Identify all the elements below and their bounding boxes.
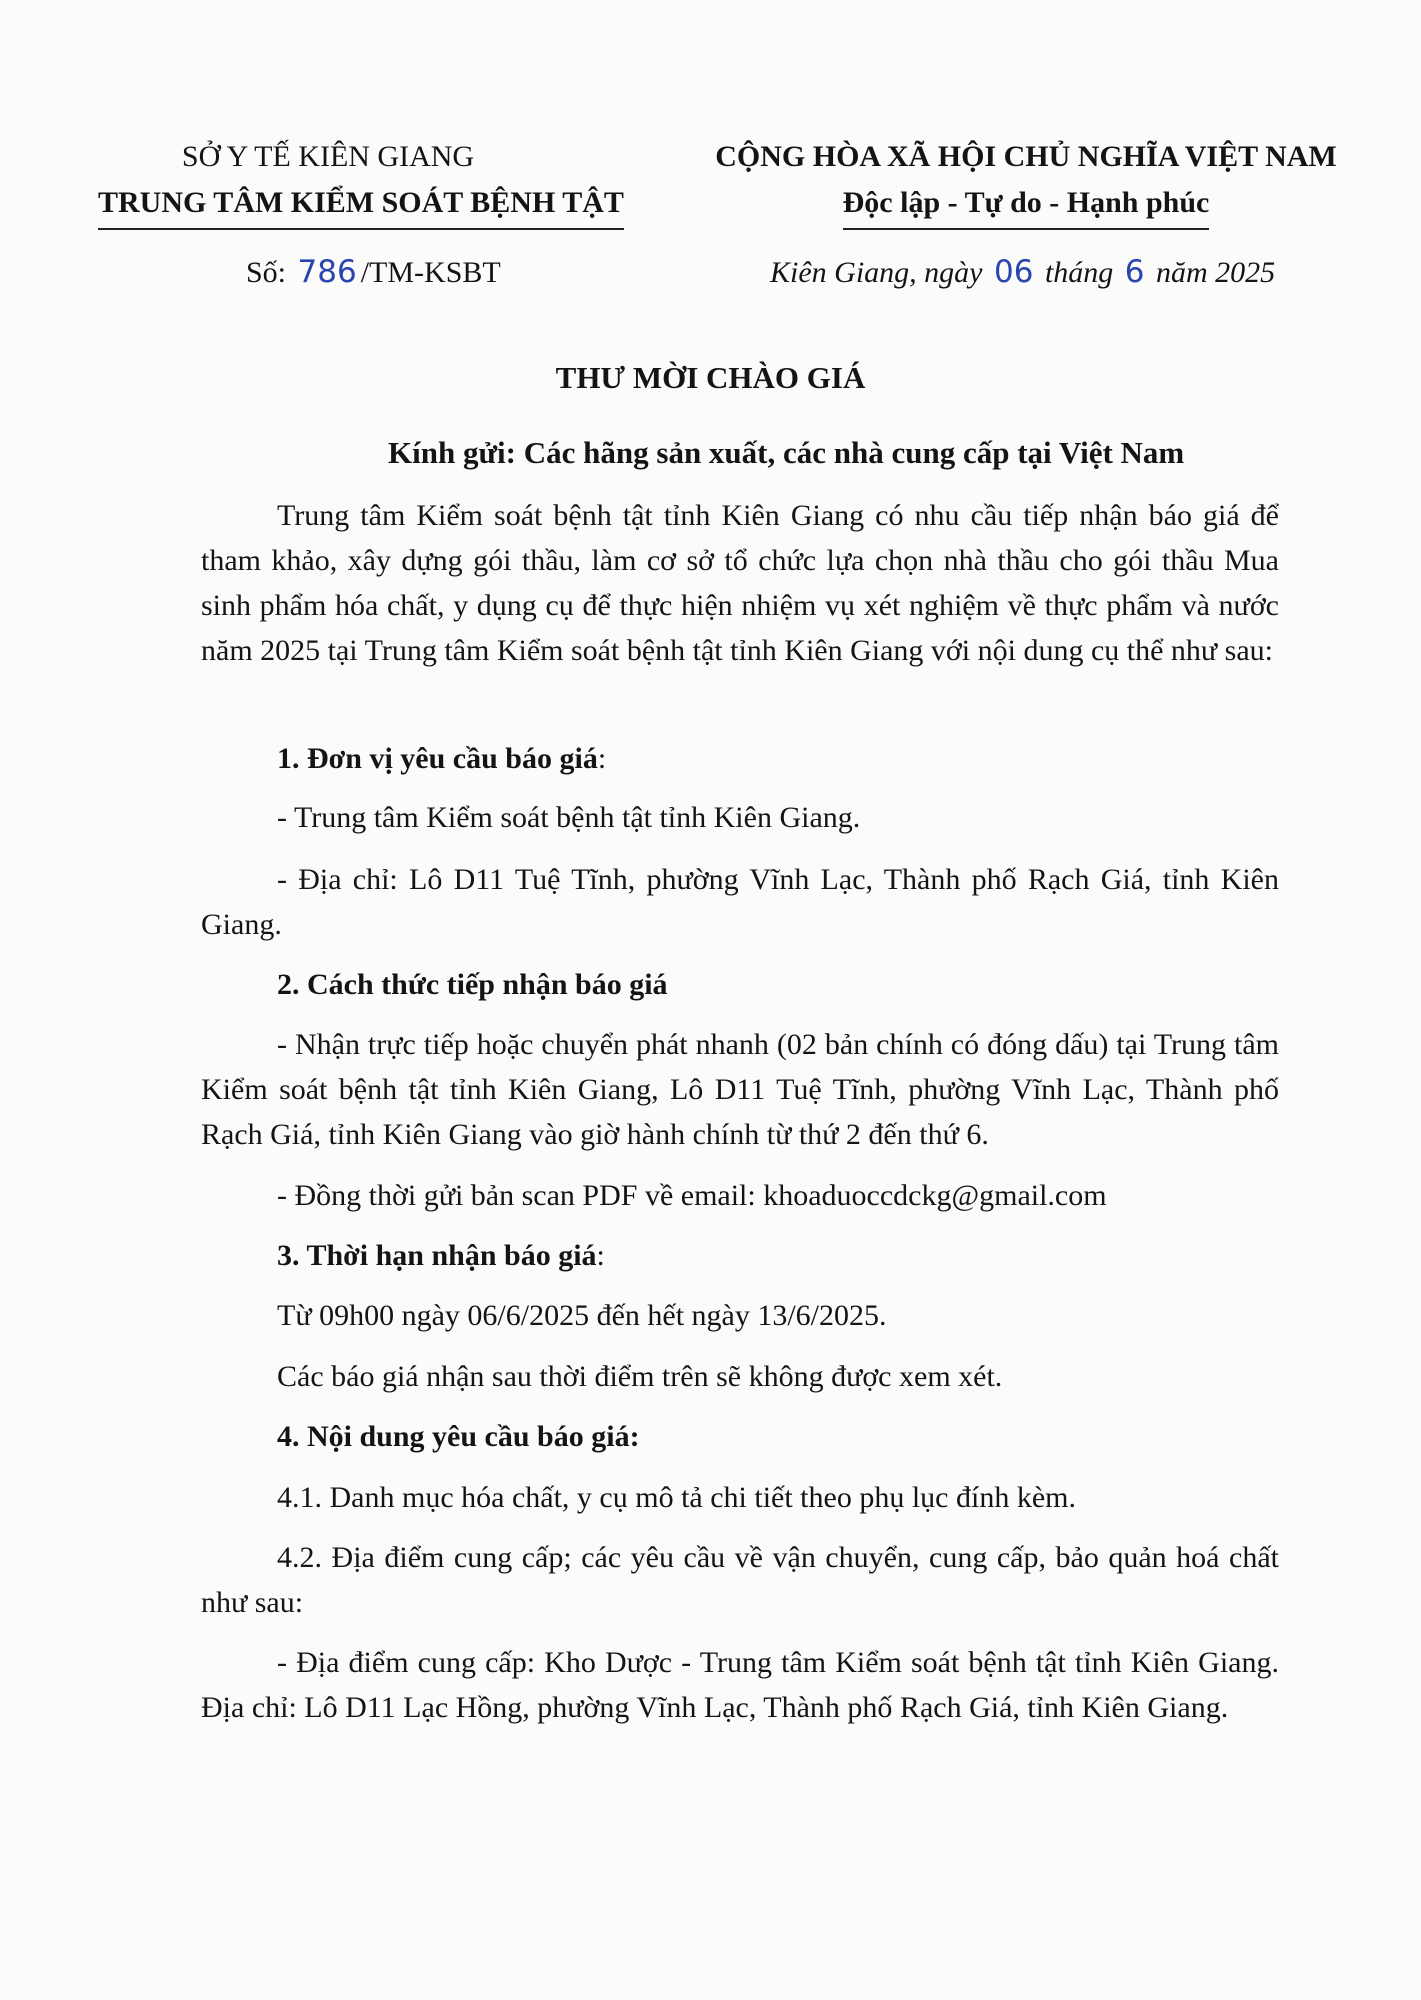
section-1-colon: : [597,742,607,775]
section-1-heading [277,736,606,781]
date-line [770,254,1275,290]
issuing-agency-header [98,134,624,230]
recipient-line: Kính gửi: Các hãng sản xuất, các nhà cung cấp tại Việt Nam [388,435,1185,470]
date-place: Kiên Giang, ngày [770,256,990,289]
handwritten-month: 6 [1124,254,1145,290]
section-2-line-1: - Nhận trực tiếp hoặc chuyển phát nhanh (02 bản chính có đóng dấu) tại Trung tâm Kiểm soát bệnh tật tỉnh Kiên Giang, Lô D11 Tuệ Tĩnh, phường Vĩnh Lạc, Thành phố Rạch Giá, tỉnh Kiên Giang vào giờ hành chính từ thứ 2 đến thứ 6. [201,1028,1279,1151]
reference-suffix: /TM-KSBT [360,256,501,289]
section-1-title: 1. Đơn vị yêu cầu báo giá [277,742,598,775]
section-3-line-2: Các báo giá nhận sau thời điểm trên sẽ không được xem xét. [277,1360,1003,1393]
reference-number [246,254,501,290]
country-name: CỘNG HÒA XÃ HỘI CHỦ NGHĨA VIỆT NAM [715,140,1337,173]
handwritten-day: 06 [993,254,1034,290]
motto: Độc lập - Tự do - Hạnh phúc [843,180,1210,230]
section-4-line-2: 4.2. Địa điểm cung cấp; các yêu cầu về vận chuyển, cung cấp, bảo quản hoá chất như sau: [201,1541,1279,1619]
section-4-heading: 4. Nội dung yêu cầu báo giá: [277,1420,640,1453]
section-3-title: 3. Thời hạn nhận báo giá [277,1239,597,1272]
section-4-line-3: - Địa điểm cung cấp: Kho Dược - Trung tâm Kiểm soát bệnh tật tỉnh Kiên Giang. Địa chỉ: Lô D11 Lạc Hồng, phường Vĩnh Lạc, Thành phố Rạch Giá, tỉnh Kiên Giang. [201,1646,1279,1724]
document-title: THƯ MỜI CHÀO GIÁ [555,360,866,395]
national-motto-header [690,134,1362,230]
section-1-line-2: - Địa chỉ: Lô D11 Tuệ Tĩnh, phường Vĩnh Lạc, Thành phố Rạch Giá, tỉnh Kiên Giang. [201,863,1279,941]
section-2-heading: 2. Cách thức tiếp nhận báo giá [277,968,668,1001]
department-name: SỞ Y TẾ KIÊN GIANG [181,140,475,173]
section-3-line-1: Từ 09h00 ngày 06/6/2025 đến hết ngày 13/6/2025. [277,1299,887,1332]
center-name: TRUNG TÂM KIỂM SOÁT BỆNH TẬT [98,180,624,230]
date-year: năm 2025 [1148,256,1276,289]
section-4-line-1: 4.1. Danh mục hóa chất, y cụ mô tả chi tiết theo phụ lục đính kèm. [277,1481,1076,1514]
reference-prefix: Số: [246,256,294,289]
section-3-heading [277,1233,605,1278]
date-month-label: tháng [1037,256,1121,289]
section-3-colon: : [596,1239,605,1272]
section-1-line-1: - Trung tâm Kiểm soát bệnh tật tỉnh Kiên Giang. [277,801,861,834]
intro-paragraph: Trung tâm Kiểm soát bệnh tật tỉnh Kiên Giang có nhu cầu tiếp nhận báo giá để tham khảo, xây dựng gói thầu, làm cơ sở tổ chức lựa chọn nhà thầu cho gói thầu Mua sinh phẩm hóa chất, y dụng cụ để thực hiện nhiệm vụ xét nghiệm về thực phẩm và nước năm 2025 tại Trung tâm Kiểm soát bệnh tật tỉnh Kiên Giang với nội dung cụ thể như sau: [201,499,1279,667]
section-2-line-2: - Đồng thời gửi bản scan PDF về email: khoaduoccdckg@gmail.com [277,1179,1107,1212]
handwritten-number: 786 [297,254,357,290]
